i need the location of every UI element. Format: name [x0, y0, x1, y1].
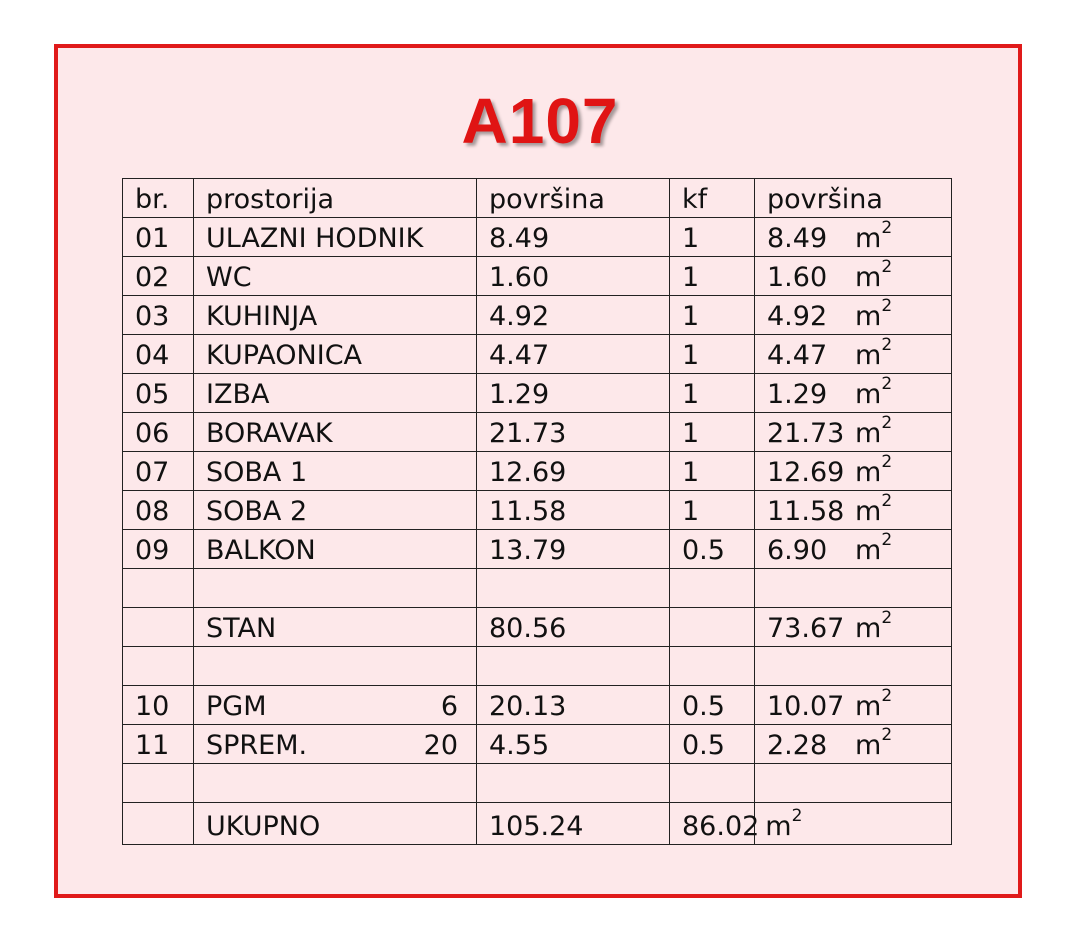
area-unit [855, 410, 892, 451]
room-kf [670, 569, 755, 608]
table-row [123, 257, 952, 296]
unit-text: m [855, 223, 882, 254]
room-extra-number: 6 [440, 691, 458, 722]
row-number [123, 569, 194, 608]
header-povrsina-kf: površina [755, 179, 952, 218]
room-name [194, 530, 477, 569]
room-name [194, 764, 477, 803]
room-area: 1.29 [477, 374, 670, 413]
weighted-area-value: 8.49 [767, 223, 828, 254]
room-name-text: SOBA 2 [206, 496, 308, 527]
room-area: 4.92 [477, 296, 670, 335]
row-number: 09 [123, 530, 194, 569]
header-prostorija: prostorija [194, 179, 477, 218]
room-name-text: SPREM. [206, 730, 308, 761]
unit-text: m [855, 730, 882, 761]
table-row [123, 374, 952, 413]
room-kf: 1 [670, 335, 755, 374]
weighted-area-value: 4.92 [767, 301, 828, 332]
unit-exponent: 2 [881, 725, 893, 745]
room-area-weighted [755, 530, 952, 569]
unit-exponent: 2 [881, 491, 893, 511]
room-area: 12.69 [477, 452, 670, 491]
room-name-text: STAN [206, 613, 277, 644]
room-area: 4.55 [477, 725, 670, 764]
room-name [194, 608, 477, 647]
table-row [123, 530, 952, 569]
row-number: 06 [123, 413, 194, 452]
room-kf: 0.5 [670, 686, 755, 725]
room-name [194, 647, 477, 686]
header-kf: kf [670, 179, 755, 218]
row-number: 02 [123, 257, 194, 296]
weighted-area-value: 73.67 [767, 613, 845, 644]
area-unit [855, 371, 892, 412]
room-name-text: KUPAONICA [206, 340, 363, 371]
row-number: 11 [123, 725, 194, 764]
room-area [477, 764, 670, 803]
unit-exponent: 2 [881, 530, 893, 550]
room-area-weighted [755, 569, 952, 608]
room-name [194, 296, 477, 335]
room-area: 4.47 [477, 335, 670, 374]
weighted-area-value: 2.28 [767, 730, 828, 761]
header-br: br. [123, 179, 194, 218]
unit-text: m [855, 613, 882, 644]
room-area-weighted [755, 257, 952, 296]
room-kf: 0.5 [670, 725, 755, 764]
room-name [194, 725, 477, 764]
row-number: 03 [123, 296, 194, 335]
total-empty-cell [755, 803, 952, 845]
table-row [123, 413, 952, 452]
area-unit [855, 215, 892, 256]
room-area-weighted [755, 296, 952, 335]
room-area: 11.58 [477, 491, 670, 530]
room-kf: 1 [670, 452, 755, 491]
unit-text: m [855, 379, 882, 410]
room-area: 8.49 [477, 218, 670, 257]
table-row [123, 452, 952, 491]
weighted-area-value: 21.73 [767, 418, 845, 449]
room-kf: 1 [670, 257, 755, 296]
table-row [123, 686, 952, 725]
weighted-area-value: 6.90 [767, 535, 828, 566]
table-row [123, 608, 952, 647]
area-unit [855, 527, 892, 568]
weighted-area-value: 10.07 [767, 691, 845, 722]
unit-exponent: 2 [881, 686, 893, 706]
room-area: 20.13 [477, 686, 670, 725]
weighted-area-value: 12.69 [767, 457, 845, 488]
total-number [123, 803, 194, 845]
room-area: 1.60 [477, 257, 670, 296]
unit-exponent: 2 [881, 608, 893, 628]
room-name [194, 413, 477, 452]
total-weighted-value: 86.02 [682, 811, 760, 842]
room-area-weighted [755, 413, 952, 452]
unit-text: m [855, 691, 882, 722]
room-name-text: KUHINJA [206, 301, 318, 332]
unit-text: m [765, 811, 792, 842]
room-area: 80.56 [477, 608, 670, 647]
area-unit [855, 605, 892, 646]
room-name-text: IZBA [206, 379, 270, 410]
row-number: 10 [123, 686, 194, 725]
room-extra-number: 20 [423, 730, 458, 761]
unit-text: m [855, 496, 882, 527]
unit-text: m [855, 535, 882, 566]
area-unit [855, 332, 892, 373]
room-name [194, 374, 477, 413]
apartment-title: A107 [461, 85, 619, 157]
row-number: 08 [123, 491, 194, 530]
row-number: 04 [123, 335, 194, 374]
row-number [123, 764, 194, 803]
table-row [123, 335, 952, 374]
room-name-text: PGM [206, 691, 267, 722]
room-area: 21.73 [477, 413, 670, 452]
table-row [123, 491, 952, 530]
room-area-weighted [755, 686, 952, 725]
unit-exponent: 2 [881, 374, 893, 394]
room-name-text: SOBA 1 [206, 457, 308, 488]
total-area: 105.24 [477, 803, 670, 845]
total-weighted-area [670, 803, 803, 845]
unit-exponent: 2 [881, 296, 893, 316]
room-name [194, 335, 477, 374]
room-area [477, 647, 670, 686]
row-number: 01 [123, 218, 194, 257]
room-area [477, 569, 670, 608]
table-header-row [123, 179, 952, 218]
area-unit [855, 683, 892, 724]
unit-exponent: 2 [881, 335, 893, 355]
room-kf: 1 [670, 374, 755, 413]
area-unit [855, 722, 892, 763]
room-name [194, 218, 477, 257]
table-row [123, 725, 952, 764]
room-kf: 1 [670, 413, 755, 452]
room-name [194, 452, 477, 491]
area-unit [855, 449, 892, 490]
row-number: 05 [123, 374, 194, 413]
unit-text: m [855, 418, 882, 449]
area-unit [855, 254, 892, 295]
room-area-weighted [755, 218, 952, 257]
weighted-area-value: 1.60 [767, 262, 828, 293]
area-table [122, 178, 952, 845]
room-name-text: BALKON [206, 535, 316, 566]
total-label: UKUPNO [194, 803, 477, 845]
unit-exponent: 2 [791, 806, 803, 826]
unit-text: m [855, 340, 882, 371]
room-kf: 0.5 [670, 530, 755, 569]
unit-text: m [855, 301, 882, 332]
weighted-area-value: 4.47 [767, 340, 828, 371]
room-name-text: BORAVAK [206, 418, 333, 449]
room-area-weighted [755, 374, 952, 413]
room-kf [670, 608, 755, 647]
table-row [123, 296, 952, 335]
room-name [194, 569, 477, 608]
room-name [194, 491, 477, 530]
room-name [194, 686, 477, 725]
room-area-weighted [755, 452, 952, 491]
unit-text: m [855, 262, 882, 293]
weighted-area-value: 1.29 [767, 379, 828, 410]
unit-exponent: 2 [881, 452, 893, 472]
room-name-text: WC [206, 262, 252, 293]
room-name [194, 257, 477, 296]
table-row [123, 218, 952, 257]
area-unit [855, 488, 892, 529]
row-number [123, 608, 194, 647]
unit-exponent: 2 [881, 218, 893, 238]
room-name-text: ULAZNI HODNIK [206, 223, 424, 254]
room-area-weighted [755, 491, 952, 530]
unit-text: m [855, 457, 882, 488]
area-unit [855, 293, 892, 334]
room-kf [670, 647, 755, 686]
table-row [123, 647, 952, 686]
row-number [123, 647, 194, 686]
weighted-area-value: 11.58 [767, 496, 845, 527]
table-row [123, 764, 952, 803]
room-kf [670, 764, 755, 803]
unit-exponent: 2 [881, 413, 893, 433]
room-area-weighted [755, 725, 952, 764]
header-povrsina: površina [477, 179, 670, 218]
total-row [123, 803, 952, 845]
unit-exponent: 2 [881, 257, 893, 277]
room-area-weighted [755, 335, 952, 374]
room-area-weighted [755, 647, 952, 686]
room-kf: 1 [670, 296, 755, 335]
room-area: 13.79 [477, 530, 670, 569]
room-area-weighted [755, 764, 952, 803]
row-number: 07 [123, 452, 194, 491]
room-kf: 1 [670, 218, 755, 257]
room-area-weighted [755, 608, 952, 647]
table-row [123, 569, 952, 608]
room-kf: 1 [670, 491, 755, 530]
